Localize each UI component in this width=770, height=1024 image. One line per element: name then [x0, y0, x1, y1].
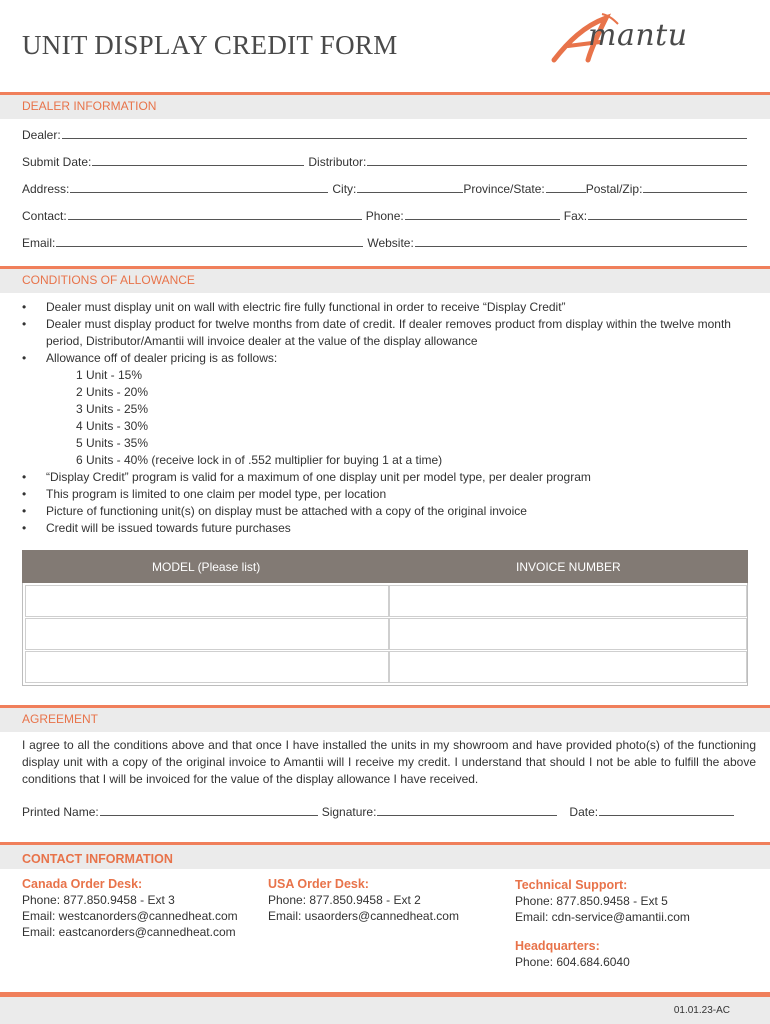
city-label: City:: [332, 182, 357, 196]
email-row: [22, 232, 747, 250]
technical-support: [515, 877, 690, 925]
fax-field[interactable]: [588, 218, 747, 220]
agreement-heading: AGREEMENT: [22, 712, 99, 726]
canada-phone: Phone: 877.850.9458 - Ext 3: [22, 893, 175, 907]
printed-name-field[interactable]: [100, 814, 318, 816]
tier-item: 4 Units - 30%: [76, 419, 149, 433]
tech-heading: Technical Support:: [515, 878, 628, 892]
model-table-body: [22, 583, 748, 686]
hq-heading: Headquarters:: [515, 939, 600, 953]
conditions-heading: CONDITIONS OF ALLOWANCE: [22, 273, 195, 287]
email-field[interactable]: [56, 245, 363, 247]
canada-order-desk: [22, 876, 238, 940]
postal-label: Postal/Zip:: [585, 182, 643, 196]
invoice-input-1[interactable]: [389, 585, 747, 617]
dealer-info-heading: DEALER INFORMATION: [22, 99, 157, 113]
email-label: Email:: [22, 236, 56, 250]
canada-email-east[interactable]: Email: eastcanorders@cannedheat.com: [22, 925, 236, 939]
agreement-text: I agree to all the conditions above and that once I have installed the units in my showroom and have provided photo(s) of the functioning display unit with a copy of the original invoice to Amantii will I receive my credit. I understand that should I not be able to fulfill the above conditions that I will be invoiced for the value of the display allowance I have received.: [22, 738, 756, 786]
dealer-label: Dealer:: [22, 128, 61, 142]
tier-item: 2 Units - 20%: [76, 385, 149, 399]
submit-date-label: Submit Date:: [22, 155, 92, 169]
model-column-header: MODEL (Please list): [152, 560, 261, 574]
agreement-band: [0, 708, 770, 732]
list-item: • This program is limited to one claim per model type, per location: [22, 487, 387, 501]
model-input-3[interactable]: [25, 651, 389, 683]
tier-item: 3 Units - 25%: [76, 402, 149, 416]
address-label: Address:: [22, 182, 70, 196]
province-label: Province/State:: [463, 182, 545, 196]
address-field[interactable]: [70, 191, 328, 193]
address-row: [22, 178, 747, 196]
list-item: • Allowance off of dealer pricing is as follows: 1 Unit - 15% 2 Units - 20% 3 Units - 25% 4 Units - 30% 5 Units - 35% 6 Units - 40% (receive lock in of .552 multiplier for buying 1 at a time): [22, 350, 744, 469]
website-field[interactable]: [415, 245, 747, 247]
printed-name-label: Printed Name:: [22, 805, 99, 819]
usa-email[interactable]: Email: usaorders@cannedheat.com: [268, 909, 459, 923]
model-input-1[interactable]: [25, 585, 389, 617]
signature-field[interactable]: [377, 814, 557, 816]
fax-label: Fax:: [563, 209, 588, 223]
model-input-2[interactable]: [25, 618, 389, 650]
contact-field[interactable]: [68, 218, 362, 220]
date-field[interactable]: [599, 814, 734, 816]
distributor-label: Distributor:: [308, 155, 367, 169]
submit-date-row: [22, 151, 747, 169]
postal-field[interactable]: [643, 191, 747, 193]
list-item: • Picture of functioning unit(s) on display must be attached with a copy of the original invoice: [22, 504, 527, 518]
tech-phone: Phone: 877.850.9458 - Ext 5: [515, 894, 668, 908]
signature-row: [22, 801, 734, 819]
canada-heading: Canada Order Desk:: [22, 877, 143, 891]
form-title: UNIT DISPLAY CREDIT FORM: [22, 30, 398, 60]
tier-item: 1 Unit - 15%: [76, 368, 143, 382]
dealer-row: [22, 124, 747, 142]
list-item: • “Display Credit” program is valid for a maximum of one display unit per model type, per dealer program: [22, 470, 591, 484]
phone-field[interactable]: [405, 218, 560, 220]
contact-heading: CONTACT INFORMATION: [22, 852, 173, 866]
usa-heading: USA Order Desk:: [268, 877, 369, 891]
distributor-field[interactable]: [367, 164, 747, 166]
website-label: Website:: [367, 236, 414, 250]
conditions-list: [22, 299, 744, 537]
tier-item: 5 Units - 35%: [76, 436, 149, 450]
form-version-code: 01.01.23-AC: [673, 1005, 730, 1016]
submit-date-field[interactable]: [92, 164, 304, 166]
hq-phone: Phone: 604.684.6040: [515, 955, 630, 969]
list-item: • Dealer must display unit on wall with electric fire fully functional in order to receive “Display Credit”: [22, 300, 566, 314]
footer-band: [0, 997, 770, 1024]
list-item: • Credit will be issued towards future purchases: [22, 521, 291, 535]
tech-email[interactable]: Email: cdn-service@amantii.com: [515, 910, 690, 924]
tier-item: 6 Units - 40% (receive lock in of .552 multiplier for buying 1 at a time): [76, 453, 443, 467]
headquarters: [515, 938, 630, 970]
signature-label: Signature:: [321, 805, 377, 819]
province-field[interactable]: [546, 191, 586, 193]
model-table-header: [22, 550, 748, 583]
invoice-input-2[interactable]: [389, 618, 747, 650]
invoice-column-header: INVOICE NUMBER: [516, 560, 621, 574]
usa-phone: Phone: 877.850.9458 - Ext 2: [268, 893, 421, 907]
city-field[interactable]: [357, 191, 463, 193]
contact-label: Contact:: [22, 209, 67, 223]
contact-row: [22, 205, 747, 223]
phone-label: Phone:: [365, 209, 404, 223]
invoice-input-3[interactable]: [389, 651, 747, 683]
dealer-field[interactable]: [62, 137, 747, 139]
logo-wordmark: mantu: [588, 18, 688, 53]
canada-email-west[interactable]: Email: westcanorders@cannedheat.com: [22, 909, 238, 923]
date-label: Date:: [569, 805, 599, 819]
list-item: • Dealer must display product for twelve months from date of credit. If dealer removes product from display within the twelve month period, Distributor/Amantii will invoice dealer at the value of the display allowance: [22, 317, 731, 348]
usa-order-desk: [268, 876, 459, 924]
